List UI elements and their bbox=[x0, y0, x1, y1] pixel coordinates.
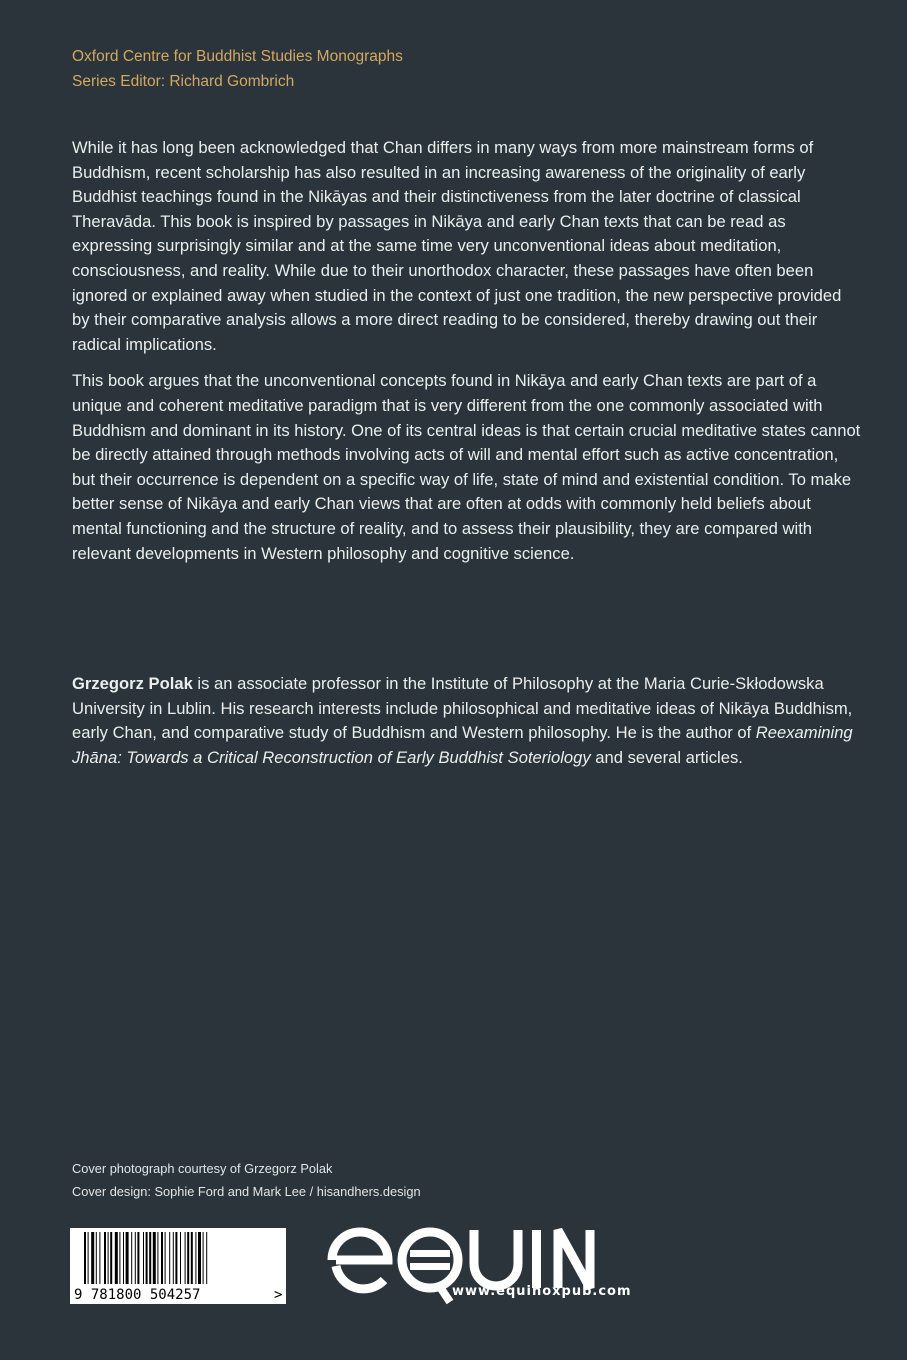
author-bio-text: is an associate professor in the Institute of Philosophy at the Maria Curie-Skłodowska University in Lublin. His research interests include philosophical and meditative ideas of Nikāya Buddhism, early Chan, and comparative study of Buddhism and Western philosophy. He is the author of bbox=[72, 674, 853, 743]
author-bio bbox=[72, 672, 872, 770]
barcode-bar bbox=[198, 1232, 201, 1284]
barcode-bar bbox=[206, 1232, 207, 1284]
description-paragraph-1: While it has long been acknowledged that Chan differs in many ways from more mainstream forms of Buddhism, recent scholarship has also resulted in an increasing awareness of the originality of early Buddhist teachings found in the Nikāyas and their distinctiveness from the later doctrine of classical Theravāda. This book is inspired by passages in Nikāya and early Chan texts that can be read as expressing surprisingly similar and at the same time very unconventional ideas about meditation, consciousness, and reality. While due to their unorthodox character, these passages have often been ignored or explained away when studied in the context of just one tradition, the new perspective provided by their comparative analysis allows a more direct reading to be considered, thereby drawing out their radical implications. bbox=[72, 138, 842, 354]
barcode-bar bbox=[180, 1232, 181, 1284]
barcode-bar bbox=[203, 1232, 204, 1284]
barcode-bar bbox=[99, 1232, 100, 1284]
barcode-bar bbox=[165, 1232, 166, 1284]
barcode-bar bbox=[187, 1232, 189, 1284]
barcode-bar bbox=[135, 1232, 136, 1284]
isbn-digits: 9 781800 504257 bbox=[74, 1287, 201, 1303]
author-book-title: Reexamining Jhāna: Towards a Critical Reconstruction of Early Buddhist Soteriology bbox=[72, 723, 853, 767]
barcode-bar bbox=[115, 1232, 118, 1284]
barcode-bar bbox=[173, 1232, 174, 1284]
series-editor: Series Editor: Richard Gombrich bbox=[72, 73, 295, 90]
barcode-bar bbox=[84, 1232, 86, 1284]
book-description bbox=[72, 136, 862, 578]
barcode-bar bbox=[131, 1232, 132, 1284]
barcode-bar bbox=[143, 1232, 144, 1284]
barcode-end-mark: > bbox=[274, 1287, 283, 1303]
description-paragraph-2: This book argues that the unconventional concepts found in Nikāya and early Chan texts are part of a unique and coherent meditative paradigm that is very different from the one commonly associated with Buddhism and dominant in its history. One of its central ideas is that certain crucial meditative states cannot be directly attained through methods involving acts of will and mental effort such as active concentration, but their occurrence is dependent on a specific way of life, state of mind and existential condition. To make better sense of Nikāya and early Chan views that are often at odds with commonly held beliefs about mental functioning and the structure of reality, and to assess their plausibility, they are compared with relevant developments in Western philosophy and cognitive science. bbox=[72, 371, 861, 563]
barcode-bar bbox=[153, 1232, 156, 1284]
barcode-bar bbox=[108, 1232, 109, 1284]
barcode-bar bbox=[169, 1232, 170, 1284]
barcode-bar bbox=[149, 1232, 151, 1284]
barcode-bar bbox=[191, 1232, 193, 1284]
design-credit: Cover design: Sophie Ford and Mark Lee / hisandhers.design bbox=[72, 1184, 421, 1199]
barcode-bar bbox=[146, 1232, 148, 1284]
series-title: Oxford Centre for Buddhist Studies Monographs bbox=[72, 48, 403, 65]
barcode-icon bbox=[70, 1228, 286, 1304]
barcode-bar bbox=[88, 1232, 89, 1284]
series-info bbox=[72, 44, 403, 94]
barcode-bar bbox=[123, 1232, 124, 1284]
barcode-bar bbox=[119, 1232, 120, 1284]
publisher-url: www.equinoxpub.com bbox=[452, 1284, 632, 1299]
barcode-bar bbox=[185, 1232, 186, 1284]
isbn-barcode bbox=[70, 1228, 286, 1304]
author-bio-end: and several articles. bbox=[590, 747, 743, 767]
barcode-bar bbox=[161, 1232, 163, 1284]
barcode-bar bbox=[104, 1232, 106, 1284]
barcode-bar bbox=[126, 1232, 129, 1284]
barcode-bar bbox=[96, 1232, 97, 1284]
barcode-bar bbox=[91, 1232, 94, 1284]
photo-credit: Cover photograph courtesy of Grzegorz Polak bbox=[72, 1161, 333, 1176]
barcode-bar bbox=[137, 1232, 139, 1284]
barcode-bar bbox=[175, 1232, 177, 1284]
barcode-bar bbox=[195, 1232, 196, 1284]
cover-credits bbox=[72, 1157, 421, 1203]
barcode-bar bbox=[157, 1232, 158, 1284]
barcode-bar bbox=[110, 1232, 112, 1284]
author-name: Grzegorz Polak bbox=[72, 674, 193, 693]
